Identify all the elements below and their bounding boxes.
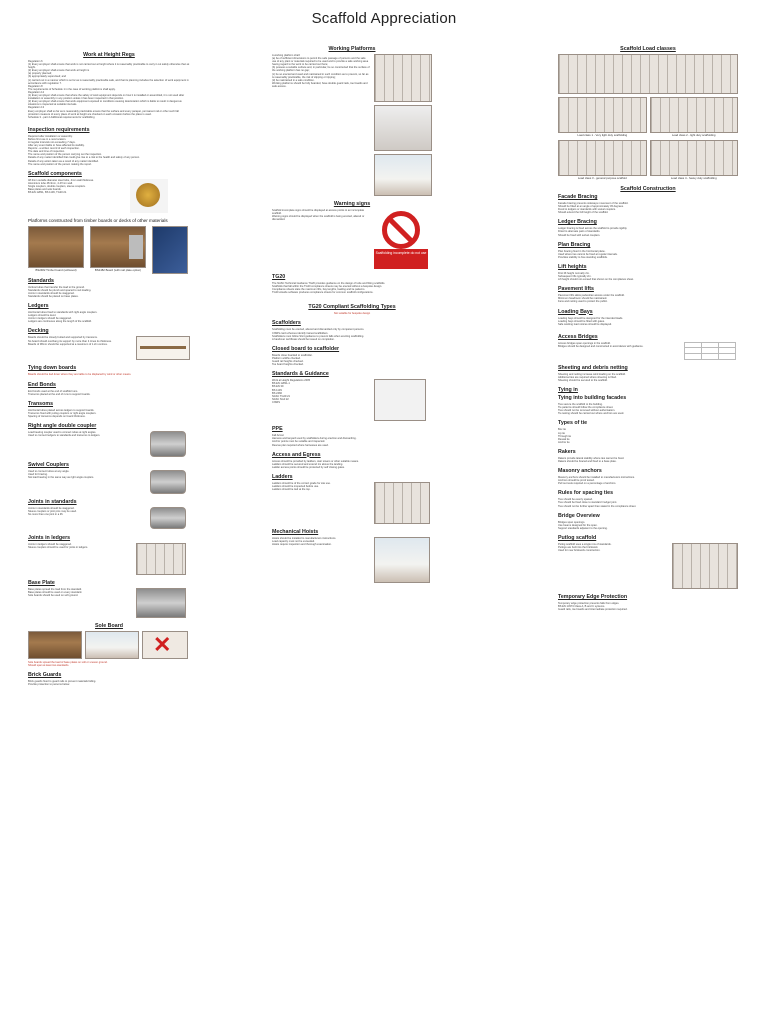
section-ledgers — [28, 303, 190, 323]
page-title: Scaffold Appreciation — [311, 10, 457, 27]
section-heading: Transoms — [28, 400, 54, 407]
section-heading: Right angle double coupler — [28, 423, 97, 430]
load-class-3-image — [558, 140, 647, 176]
section-text: Joints in standards should be staggered. Sleeve couplers or joint pins may be used. No more than one joint in a lift. — [28, 507, 77, 517]
section-heading: TG20 — [272, 274, 286, 280]
section-heading: Scaffold components — [28, 170, 82, 177]
section-pavement-lifts — [558, 286, 738, 303]
section-heading: Masonry anchors — [558, 468, 602, 475]
section-access — [272, 452, 432, 469]
column-left — [28, 52, 190, 691]
section-text: Horizontal tubes fixed to standards with right angle couplers. Ledgers should be level. Joints in ledgers should be staggered. Ledgers are continuous along the length of the scaffold. — [28, 311, 98, 324]
section-text: Fall Arrest Harness and lanyard used by scaffolders during erection and dismantling. Anchor points must be suitable and inspected. Rescue plan required where harnesses are used. — [272, 434, 357, 447]
section-swivel — [28, 462, 190, 494]
section-text: Boards should be tied down where they are liable to be displaced by wind or other means. — [28, 373, 132, 377]
section-heading: Plan Bracing — [558, 241, 591, 248]
image-caption: BS2482 Timber board (softwood) — [35, 267, 77, 272]
working-platform-image-2 — [374, 105, 432, 151]
section-text: 48.3mm outside diameter steel tube, 4mm wall thickness. Aluminium tube 48.3mm, 4.47mm wall. Single couplers, double couplers, sleeve couplers. Base plates and sole boards. BS EN 12811, BS 1139, TG20:21. — [28, 178, 94, 195]
section-heading: Rules for spacing ties — [558, 490, 614, 497]
section-sole-board — [28, 623, 190, 667]
section-text: A working platform shall: (a) be of sufficient dimensions to permit the safe passage of persons and the safe use of any plant or materials required to be used and to provide a safe working area having regard to the work to be carried out there; (b) possess a suitable surface and, in particular, be so constructed that the surface of the working platform has no gap; (c) be so erected and used and maintained in such condition as to prevent, so far as is reasonably practicable, the risk of slipping or tripping; (d) be maintained in a safe condition. Working platforms should be fully boarded, have double guard rails, toe boards and safe access. — [272, 54, 370, 88]
section-heading: Scaffolders — [272, 320, 301, 327]
section-transoms — [28, 401, 190, 418]
section-heading: Work at Height Regs — [83, 52, 135, 58]
timber-board-image — [28, 226, 84, 268]
section-text: Masonry anchors should be installed to manufacturers instructions. Anchors should be proof tested. Pull out tests required on a percentage of anchors. — [558, 476, 635, 486]
section-text: Bridges span openings. Use beams designed for the span. Support standards adjacent to the opening. — [558, 520, 608, 530]
section-mechanical-hoists — [272, 529, 432, 583]
image-caption: Load class 4 - heavy duty scaffolding — [670, 176, 717, 180]
section-heading: Brick Guards — [28, 672, 62, 679]
section-heading: Mechanical Hoists — [272, 528, 319, 535]
section-text: Sheeting and netting increase wind loading on the scaffold. Additional ties are required where sheeting is fitted. Sheeting should be secured to the scaffold. — [558, 372, 626, 382]
board-nail-plate-image — [90, 226, 146, 268]
section-right-angle — [28, 423, 190, 457]
section-tie-spacing — [558, 490, 738, 507]
section-heading: Bridge Overview — [558, 512, 600, 519]
section-text: Brick guards fixed to guard rails to prevent materials falling. Provide protection to persons below. — [28, 680, 97, 687]
putlog-scaffold-image — [672, 543, 738, 589]
section-text: Temporary edge protection prevents falls from edges. BS EN 13374 Class A, B and C systems. Guard rails, toe boards and intermediate protection required. — [558, 601, 628, 612]
section-text: Loading bays should be designed for the intended loads. Loading bays should be fitted with gates. Safe working load notices should be displayed. — [558, 316, 624, 326]
section-tg20-compliant — [272, 304, 432, 315]
construction-heading: Scaffold Construction — [620, 186, 676, 192]
section-heading: Working Platforms — [328, 46, 376, 52]
boards-heading: Platforms constructed from timber boards or decks of other materials — [28, 217, 168, 223]
section-putlog — [558, 535, 738, 589]
ladder-access-image — [374, 482, 430, 524]
section-heading: Tying down boards — [28, 365, 77, 372]
section-text: Rakers provide lateral stability where ties cannot be fixed. Rakers should be braced and fixed to a base plate. — [558, 456, 625, 463]
section-heading: Ledger Bracing — [558, 219, 597, 226]
section-decking — [28, 328, 190, 360]
section-base-plate — [28, 580, 190, 618]
section-text: Load bearing coupler used to connect tubes at right angles. Used to connect ledgers to standards and transoms to ledgers. — [28, 431, 101, 438]
section-text: Boards close boarded to scaffolder. Platform widths checked. Guard rail heights checked. Toe board heights checked. — [272, 353, 313, 367]
section-text: Boards should be closely butted and supported by transoms. No board should overhang its support by more than 4 times its thickness. Boards of 38mm should be supported at a maximum of 1.2m centres. — [28, 336, 112, 346]
working-platform-image-1 — [374, 54, 432, 102]
decking-diagram — [136, 336, 190, 360]
section-heading: Putlog scaffold — [558, 534, 597, 541]
section-facade-bracing — [558, 194, 738, 214]
section-heading: Ledgers — [28, 303, 49, 310]
section-text: Box tie Lip tie Through tie Reveal tie Anchor tie — [558, 428, 572, 444]
section-tg20 — [272, 274, 432, 294]
section-heading: Sheeting and debris netting — [558, 364, 628, 371]
section-subheading: Tying into building facades — [558, 395, 627, 402]
bridge-table — [684, 342, 736, 360]
section-text: Scaffolding must be erected, altered and dismantled only by competent persons. CISRS card schemes identify trained scaffolders. Scaffolders must follow SG4 guidance to prevent falls when erecting scaffolding. A handover certificate should be issued on completion. — [272, 328, 365, 341]
column-middle — [272, 46, 432, 588]
section-heading: Temporary Edge Protection — [558, 593, 628, 600]
working-platform-image-3 — [374, 154, 432, 196]
section-text: Work at Height Regulations 2005 BS EN 12811-1 BS EN 39 BS 1139 BS 2482 NASC TG20:21 NASC SG4:22 CISRS — [272, 379, 311, 404]
section-standards — [28, 278, 190, 298]
section-text: Sole boards spread the load of base plates on soft or uneven ground. Should span at least two standards. — [28, 661, 108, 668]
section-text: Vertical tubes that transfer the load to the ground. Standards should be plumb and spaced to suit loading. Joints in standards should be staggered. Standards should be placed on base plates. — [28, 285, 92, 298]
section-end-bonds — [28, 382, 190, 396]
section-text: The NASC Technical Guidance TG20 provides guidance on the design of tube and fitting scaffolds. Scaffolds that fall within the TG20 compliance sheets may be erected without a bespoke design. Compliance sheets state the maximum lifts, bay lengths, loading and tie patterns. TG20 eGuide software produces compliance sheets for common scaffold configurations. — [272, 282, 386, 295]
section-heading: Joints in ledgers — [28, 535, 71, 542]
section-heading: Types of tie — [558, 420, 588, 427]
section-warning-signs — [272, 201, 432, 269]
section-heading: Access and Egress — [272, 451, 321, 458]
section-heading: Standards & Guidance — [272, 371, 329, 378]
section-text: Pavement lifts allow pedestrian access under the scaffold. Minimum headroom should be maintained. Fans and netting used to protect the public. — [558, 294, 625, 304]
section-types-of-tie — [558, 420, 738, 443]
section-bridge-overview — [558, 513, 738, 530]
section-heading: Sole Board — [95, 623, 123, 630]
section-brick-guards — [28, 672, 190, 686]
section-heading: Loading Bays — [558, 308, 593, 315]
image-caption: Load class 2 - light duty scaffolding — [672, 133, 716, 137]
section-heading: Pavement lifts — [558, 286, 594, 293]
section-working-platforms — [272, 46, 432, 196]
section-lift-heights — [558, 264, 738, 281]
sleeve-coupler-image — [150, 507, 186, 529]
section-heading: TG20 Compliant Scaffolding Types — [308, 304, 396, 311]
hoist-image — [374, 537, 430, 583]
base-plate-image — [136, 588, 186, 618]
image-caption: Load class 1 - Very light duty scaffolding — [577, 133, 628, 137]
section-text: Ties should be evenly spaced. Ties should be fixed close to standard / ledger joint. Ties should not be further apart than stated in the compliance sheet. — [558, 498, 637, 508]
section-sheeting — [558, 365, 738, 382]
section-ladders — [272, 474, 432, 524]
section-heading: Decking — [28, 328, 49, 335]
section-text: Regulation 6 (1) Every employer shall ensure that work is not carried out at height where it is reasonably practicable to carry it out safely otherwise than at height. (2) Every employer shall ensure that work at height is (a) properly planned; (b) appropriately supervised; and (c) carried out in a manner which is so far as is reasonably practicable safe, and that its planning includes the selection of work equipment in accordance with regulation 7. Regulation 8 The requirements of Schedule 1 in the case of working platforms shall apply. Regulation 12 (1) Every employer shall ensure that where the safety of work equipment depends on how it is installed or assembled, it is not used after installation or assembly in any position unless it has been inspected in that position. (2) Every employer shall ensure that work equipment exposed to conditions causing deterioration which is liable to result in dangerous situations is inspected at suitable intervals. Regulation 13 Every employer shall so far as is reasonably practicable ensure that the surface and every parapet, permanent rail or other such fall protection measure of every place of work at height are checked on each occasion before the place is used. Schedule 3 - part 2 Additional requirements for scaffolding — [28, 60, 190, 119]
section-text: Ledger bracing is fixed across the scaffold to provide rigidity. Fitted to alternate pairs of standards. Should be fixed with swivel couplers. — [558, 227, 628, 237]
section-tying-down — [28, 365, 190, 376]
section-masonry-anchors — [558, 468, 738, 485]
section-work-at-height — [28, 52, 190, 119]
image-caption: Load class 3 - general purpose scaffold — [577, 176, 627, 180]
section-text: Plan bracing fixed in the horizontal plane. Used where ties cannot be fixed at regular intervals. Provides stability to free standing scaffolds. — [558, 249, 618, 259]
section-heading: Swivel Couplers — [28, 462, 69, 469]
section-text: Base plates spread the load from the standard. Base plates should be used on every standard. Sole boards should be used on soft ground. — [28, 588, 83, 598]
section-heading: Standards — [28, 277, 54, 284]
section-heading: Facade Bracing — [558, 194, 598, 200]
section-heading: Access Bridges — [558, 333, 598, 340]
section-text: Access should be provided by ladders, stair towers or other suitable means. Ladders should be secured and extend 1m above the landing. Ladder access points should be protected by self closing gates. — [272, 459, 359, 469]
section-scaffolders — [272, 320, 432, 340]
coupler-image — [130, 179, 168, 213]
sole-board-image-1 — [28, 631, 82, 659]
section-text: Hoists should be installed to manufacturers instructions. Load capacity must not be exceeded. Hoists require inspection and thorough examination. — [272, 536, 337, 547]
section-text: Ties secure the scaffold to the building. Tie patterns should follow the compliance sheet. Ties should not be removed without authorisation. Tie testing should be carried out where anchors are used. — [558, 403, 625, 416]
section-temporary-edge-protection — [558, 594, 738, 611]
sole-board-incorrect-image: ✕ — [142, 631, 188, 659]
section-text: Scaffold incomplete signs should be displayed at access points to an incomplete scaffold. Warning signs should be displayed when the scaffold is being erected, altered or dismantled. — [272, 209, 365, 222]
image-caption: BS2482 Board (with nail plate option) — [94, 267, 142, 272]
no-entry-sign-icon — [382, 211, 420, 249]
guidance-document-image — [374, 379, 426, 421]
section-closed-board — [272, 346, 432, 366]
section-heading: Rakers — [558, 448, 576, 455]
section-text: Access bridges span openings in the scaffold. Bridges should be designed and constructed in accordance with guidance. — [558, 341, 644, 348]
section-heading: Lift heights — [558, 263, 587, 270]
section-text: Facade bracing prevents sideways movement of the scaffold. Should be fitted at an angle of approximately 45 degrees. Fixed to ledgers or standards with swivel couplers. Should extend the full height of the scaffold. — [558, 202, 629, 215]
section-text: Putlog scaffold uses a single row of standards. Putlogs are built into the brickwork. Used for new brickwork construction. — [558, 542, 612, 553]
section-heading: Warning signs — [333, 201, 371, 207]
section-loading-bays — [558, 309, 738, 326]
scaffold-photo — [558, 54, 738, 94]
section-components — [28, 171, 190, 213]
section-heading: Ladders — [272, 473, 293, 480]
section-heading: PPE — [272, 426, 283, 433]
section-heading: Joints in standards — [28, 499, 77, 506]
section-access-bridges — [558, 334, 738, 360]
section-load-classes — [558, 46, 738, 180]
warning-sign-text: Scaffolding incomplete do not use — [375, 251, 427, 255]
right-angle-coupler-image — [150, 431, 186, 457]
section-joints-standards — [28, 499, 190, 529]
section-heading: End Bonds — [28, 381, 56, 388]
section-inspection — [28, 127, 190, 166]
section-text: First lift height normally 2m. Subsequent lifts typically 2m. Lift height should not exceed that shown on the compliance sheet. — [558, 271, 634, 282]
section-rakers — [558, 449, 738, 463]
section-tying-in — [558, 387, 738, 415]
section-text: Required after installation or assembly. Before first use in a new location. At regular intervals not exceeding 7 days. After any event liable to have affected its stability. Reports:- a written record of each inspection. The date and time of inspection. The name and position of the person carrying out the inspection. Details of any matter identified that could give rise to a risk to the health and safety of any person. Details of any action taken as a result of any matter identified. The name and position of the person making the report. — [28, 134, 140, 166]
section-text: Horizontal tubes placed across ledgers to support boards. Transoms fixed with putlog couplers or right angle couplers. Spacing of transoms depends on board thickness. — [28, 408, 97, 418]
section-ledger-bracing — [558, 219, 738, 236]
swivel-coupler-image — [150, 470, 186, 494]
section-text: Used to connect tubes at any angle. Used for bracing. Not load bearing in the same way as right angle couplers. — [28, 470, 95, 480]
section-text: Joints in ledgers should be staggered. Sleeve couplers should be used for joints in ledgers. — [28, 543, 88, 550]
section-heading: Closed board to scaffolder — [272, 345, 340, 352]
load-class-2-image — [650, 97, 739, 133]
section-heading: Tying in — [558, 387, 578, 394]
column-right — [558, 46, 738, 616]
load-class-1-image — [558, 97, 647, 133]
section-text: Ladders should be of the correct grade for site use. Ladders should be inspected before use. Ladders should be tied at the top. — [272, 481, 331, 492]
ledger-joints-image — [136, 543, 186, 575]
section-heading: Inspection requirements — [28, 126, 90, 133]
section-ppe — [272, 426, 432, 446]
section-joints-ledgers — [28, 535, 190, 575]
section-standards-guidance — [272, 371, 432, 421]
section-plan-bracing — [558, 242, 738, 259]
section-heading: Base Plate — [28, 580, 55, 587]
section-heading: Scaffold Load classes — [620, 46, 676, 52]
section-text: End bonds used at the end of scaffold runs. Transoms placed at the end of runs to support boards. — [28, 389, 91, 396]
section-subheading: Not suitable for bespoke design — [333, 312, 371, 316]
load-class-4-image — [650, 140, 739, 176]
sole-board-image-2 — [85, 631, 139, 659]
steel-deck-image — [152, 226, 188, 274]
warning-sign-panel — [374, 249, 428, 269]
